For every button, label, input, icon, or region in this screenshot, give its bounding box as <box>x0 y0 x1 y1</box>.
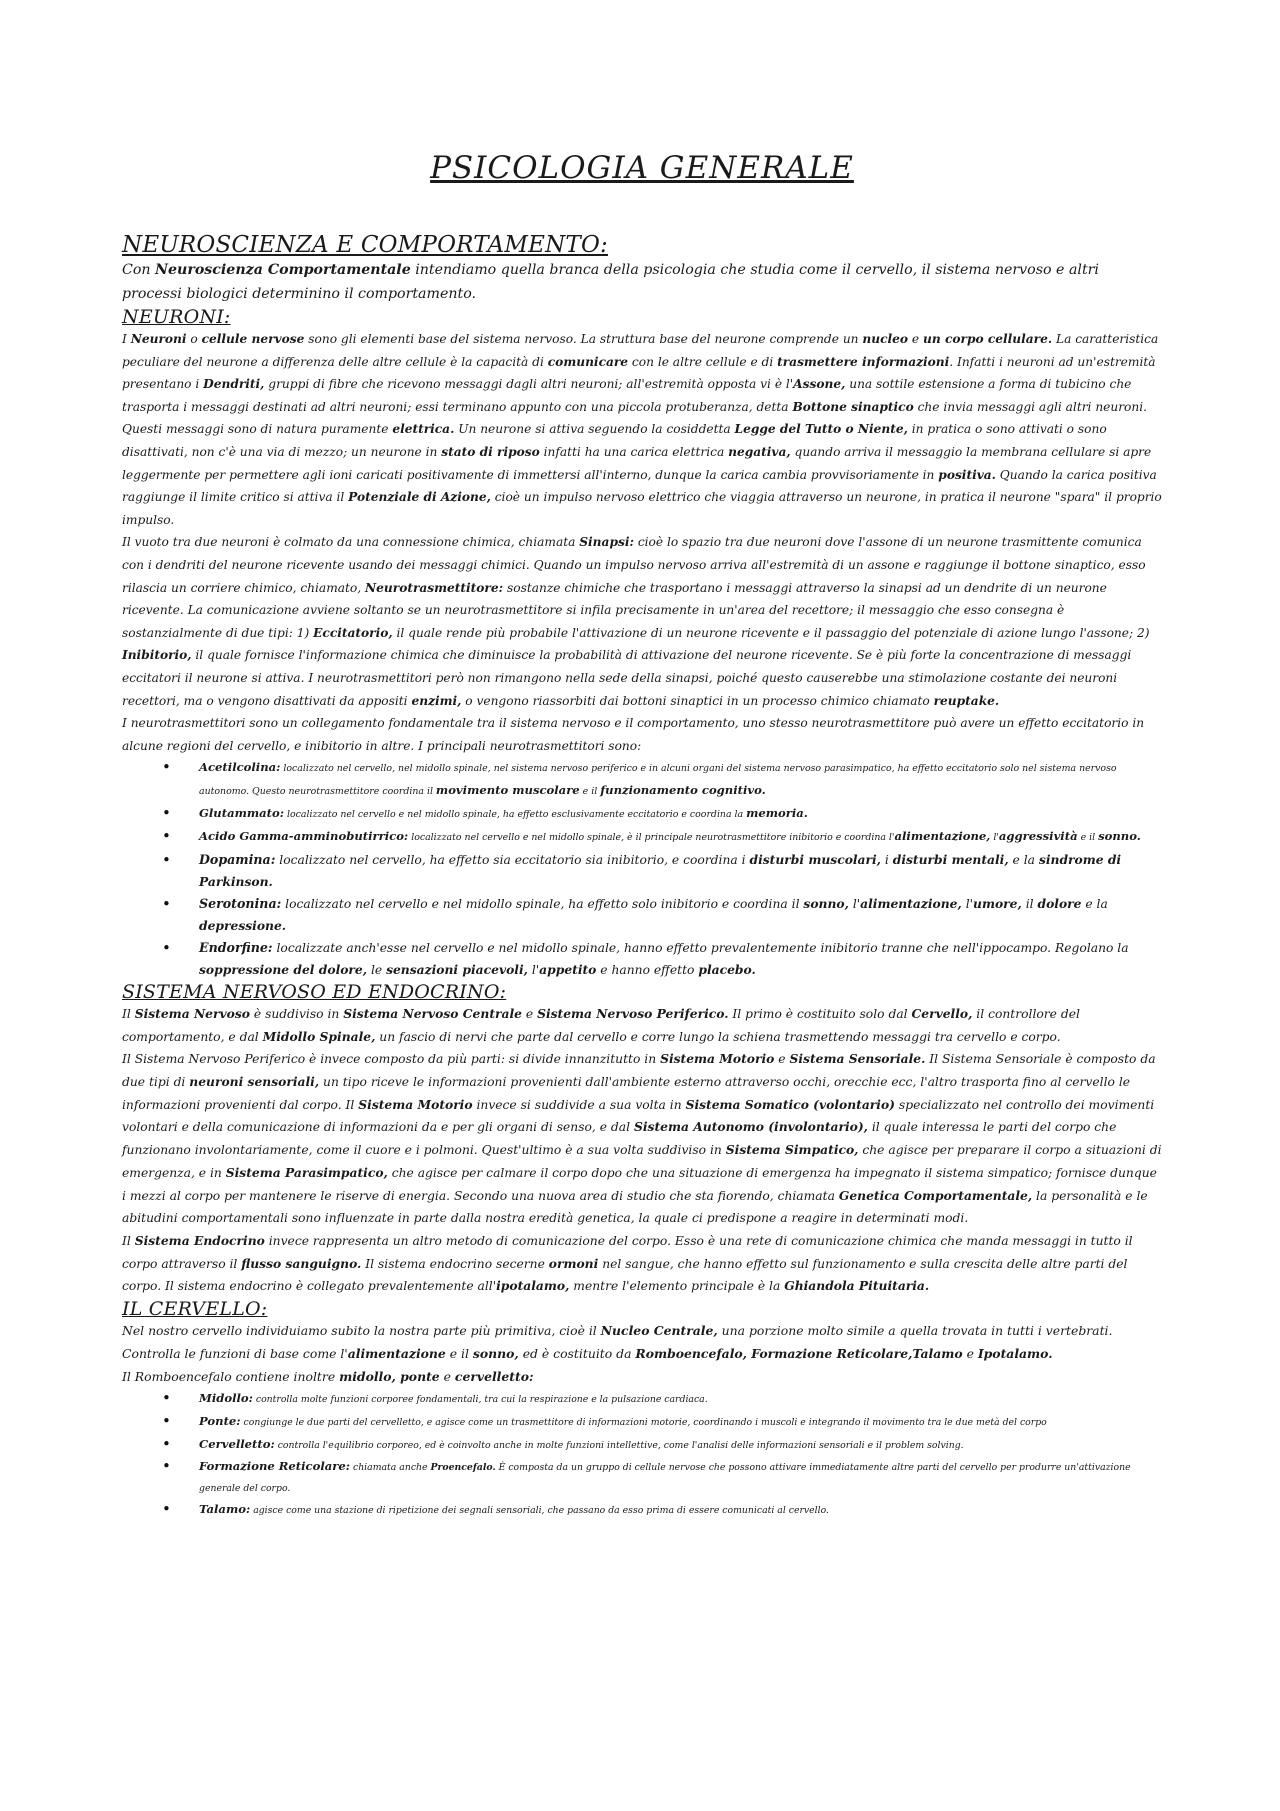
bold-term: Sistema Motorio <box>358 1096 473 1112</box>
bold-term: Genetica Comportamentale, <box>838 1187 1033 1203</box>
bold-term: comunicare <box>547 354 629 369</box>
bold-term: Proencefalo. <box>430 1462 496 1474</box>
bold-term: sonno. <box>1098 829 1141 843</box>
neurotrasmettitori-list <box>122 757 1162 981</box>
bold-term: funzionamento cognitivo. <box>600 783 766 798</box>
bold-term: Legge del Tutto o Niente, <box>734 422 908 437</box>
text-run: un tipo riceve le informazioni provenienti dall'ambiente esterno attraverso occhi, orecchie ecc, l'altro trasporta fino al cervello le informazioni provenienti dal corpo. Il <box>122 1075 1131 1112</box>
term-label: Glutammato: <box>199 806 285 821</box>
text-run: che agisce per calmare il corpo dopo che una situazione di emergenza ha impegnato il sistema simpatico; fornisce dunque i mezzi al corpo per mantenere le riserve di energia. Secondo una nuova area di studio che sta fiorendo, chiamata <box>122 1165 1157 1203</box>
text-run: il quale fornisce l'informazione chimica che diminuisce la probabilità di attivazione del neurone ricevente. Se è più forte la concentrazione di messaggi eccitatori il neurone si attiva. I neurotrasmettitori però non rimangono nella sede della sinapsi, poiché questo causerebbe una stimolazione costante dei neuroni recettori, ma o vengono disattivati da appositi <box>122 648 1132 708</box>
list-item <box>199 1499 1162 1522</box>
text-run: controlla l'equilibrio corporeo, ed è coinvolto anche in molte funzioni intellettive, come l'analisi delle informazioni sensoriali e il problem solving. <box>274 1439 964 1451</box>
bold-term: sonno, <box>803 895 849 911</box>
bold-term: flusso sanguigno. <box>241 1255 362 1271</box>
text-run: il quale rende più probabile l'attivazione di un neurone ricevente e il passaggio del potenziale di azione lungo l'assone; 2) <box>392 625 1150 640</box>
text-run: agisce come una stazione di ripetizione dei segnali sensoriali, che passano da esso prima di essere comunicati al cervello. <box>250 1505 829 1517</box>
bold-term: neuroni sensoriali, <box>189 1074 320 1090</box>
bold-term: Sistema Simpatico, <box>725 1142 859 1158</box>
bold-term: movimento muscolare <box>435 783 580 798</box>
text-run: quando arriva il messaggio la membrana cellulare si apre leggermente per permettere agli ioni caricati positivamente di immettersi all'interno, dunque la carica cambia provvisoriamente in <box>122 444 1152 482</box>
bold-term: negativa, <box>728 444 791 459</box>
bold-term: Sistema Motorio <box>660 1051 775 1067</box>
text-run: e il <box>579 786 601 798</box>
sistema-paragraph-1 <box>122 1003 1162 1048</box>
bold-term: Bottone sinaptico <box>792 399 914 414</box>
text-run: il quale interessa le parti del corpo che funzionano involontariamente, come il cuore e i polmoni. Quest'ultimo è a sua volta suddiviso in <box>122 1120 1117 1158</box>
bold-term: enzimi, <box>411 693 462 708</box>
text-run: È composta da un gruppo di cellule nervose che possono attivare immediatamente altre parti del cervello per produrre un'attivazione generale del corpo. <box>199 1462 1131 1494</box>
text-run: controlla molte funzioni corporee fondamentali, tra cui la respirazione e la pulsazione cardiaca. <box>252 1394 708 1406</box>
text-run: . Infatti i neuroni ad un'estremità presentano i <box>122 354 1156 392</box>
section-heading-sistema: SISTEMA NERVOSO ED ENDOCRINO: <box>122 980 507 1003</box>
term-label: Serotonina: <box>199 895 282 911</box>
list-item <box>199 937 1162 981</box>
text-run: una porzione molto simile a quella trovata in tutti i vertebrati. Controlla le funzioni di base come l' <box>122 1323 1113 1361</box>
text-run: Il Sistema Nervoso Periferico è invece composto da più parti: si divide innanzitutto in <box>122 1052 661 1067</box>
text-run: Il <box>122 1233 135 1248</box>
text-run: localizzato nel cervello, nel midollo spinale, nel sistema nervoso periferico e in alcuni organi del sistema nervoso parasimpatico, ha effetto eccitatorio solo nel sistema nervoso autonomo. Questo neurotrasmettitore coordina il <box>199 763 1117 798</box>
text-run: e la <box>1081 896 1108 911</box>
cervello-paragraph-1 <box>122 1320 1162 1366</box>
text-run: ed è costituito da <box>518 1345 636 1361</box>
text-run: e la <box>1008 852 1039 867</box>
bold-term: midollo, ponte <box>339 1368 440 1384</box>
bold-term: appetito <box>539 961 597 977</box>
intro-paragraph <box>122 258 1162 306</box>
text-run: l' <box>848 896 861 911</box>
bold-term: Midollo Spinale, <box>262 1028 376 1044</box>
bold-term: Eccitatorio, <box>313 625 393 640</box>
list-item <box>199 893 1162 937</box>
list-item <box>199 849 1162 893</box>
text-run: Il Sistema Sensoriale è composto da due tipi di <box>122 1052 1156 1090</box>
bold-term: Dendriti, <box>203 377 265 392</box>
text-run: con le altre cellule e di <box>628 354 778 369</box>
term-label: Dopamina: <box>199 851 276 867</box>
text-run: Quando la carica positiva raggiunge il limite critico si attiva il <box>122 467 1157 505</box>
list-item <box>199 1456 1162 1499</box>
neuroni-paragraph-2 <box>122 531 1162 712</box>
text-run: I <box>122 332 131 346</box>
section-heading-cervello: IL CERVELLO: <box>122 1298 268 1321</box>
text-run: localizzate anch'esse nel cervello e nel midollo spinale, hanno effetto prevalentemente inibitorio tranne che nell'ippocampo. Regolano la <box>272 940 1129 955</box>
list-item <box>199 1434 1162 1457</box>
bold-term: cervelletto: <box>454 1368 534 1384</box>
bold-term: stato di riposo <box>441 444 540 459</box>
bold-term: sonno, <box>472 1345 519 1361</box>
text-run: chiamata anche <box>350 1462 431 1474</box>
bold-term: positiva. <box>938 467 996 482</box>
page-title: PSICOLOGIA GENERALE <box>430 150 854 186</box>
bold-term: Sistema Parasimpatico, <box>225 1164 388 1180</box>
term-label: Midollo: <box>199 1391 253 1406</box>
bold-term: Sistema Nervoso Periferico. <box>537 1005 729 1021</box>
text-run: e hanno effetto <box>596 962 699 977</box>
cervello-paragraph-2 <box>122 1366 1162 1389</box>
bold-term: umore, <box>973 895 1022 911</box>
text-run: l' <box>990 832 999 843</box>
text-run: una sottile estensione a forma di tubicino che trasporta i messaggi destinati ad altri neuroni; essi terminano appunto con una piccola protuberanza, detta <box>122 377 1132 414</box>
bold-term: un corpo cellulare. <box>923 332 1053 346</box>
term-label: Talamo: <box>199 1502 251 1517</box>
text-run: e <box>908 332 924 346</box>
text-run: Il vuoto tra due neuroni è colmato da una connessione chimica, chiamata <box>122 535 580 550</box>
text-run: è suddiviso in <box>249 1006 344 1021</box>
text-run: le <box>367 962 387 977</box>
text-run: invece si suddivide a sua volta in <box>472 1097 686 1112</box>
text-run: Il Romboencefalo contiene inoltre <box>122 1368 340 1384</box>
text-run: i <box>880 852 893 867</box>
bold-term: cellule nervose <box>201 332 305 346</box>
text-run: congiunge le due parti del cervelletto, e agisce come un trasmettitore di informazioni motorie, coordinando i muscoli e integrando il movimento tra le due metà del corpo <box>240 1417 1047 1429</box>
text-run: Un neurone si attiva seguendo la cosiddetta <box>454 422 735 437</box>
bold-term: Sinapsi: <box>579 535 634 550</box>
list-item <box>199 757 1162 803</box>
text-run: un fascio di nervi che parte dal cervello e corre lungo la schiena trasmettendo messaggi tra cervello e corpo. <box>375 1029 1061 1044</box>
list-item <box>199 826 1162 849</box>
bold-term: Sistema Nervoso Centrale <box>343 1005 522 1021</box>
term-label: Formazione Reticolare: <box>199 1459 351 1474</box>
document-page <box>122 150 1162 1522</box>
bold-term: Nucleo Centrale, <box>600 1323 718 1339</box>
text-run: Nel nostro cervello individuiamo subito la nostra parte più primitiva, cioè il <box>122 1323 601 1339</box>
bold-term: dolore <box>1037 895 1082 911</box>
bold-term: memoria. <box>746 806 808 821</box>
list-item <box>199 803 1162 826</box>
bold-term: sindrome di Parkinson. <box>199 851 1122 889</box>
text-run: La caratteristica peculiare del neurone a differenza delle altre cellule è la capacità di <box>122 332 1159 369</box>
bold-term: depressione. <box>199 917 287 933</box>
text-run: che agisce per preparare il corpo a situazioni di emergenza, e in <box>122 1143 1162 1180</box>
text-run: sostanze chimiche che trasportano i messaggi attraverso la sinapsi ad un dendrite di un neurone ricevente. La comunicazione avviene soltanto se un neurotrasmettitore si infila precisamente in un'area del recettore; il messaggio che esso consegna è sostanzialmente di due tipi: 1) <box>122 580 1107 640</box>
bold-term: ormoni <box>548 1255 599 1271</box>
bold-term: Inibitorio, <box>122 648 192 663</box>
text-run: in pratica o sono attivati o sono disattivati, non c'è una via di mezzo; un neurone in <box>122 422 1107 459</box>
bold-term: Neurotrasmettitore: <box>365 580 504 595</box>
text-run: Il sistema endocrino secerne <box>361 1256 549 1271</box>
sistema-paragraph-3 <box>122 1230 1162 1298</box>
term-label: Acido Gamma-amminobutirrico: <box>199 829 409 843</box>
romboencefalo-list <box>122 1388 1162 1522</box>
bold-term: placebo. <box>698 961 756 977</box>
text-run: invece rappresenta un altro metodo di comunicazione del corpo. Esso è una rete di comunicazione chimica che manda messaggi in tutto il corpo attraverso il <box>122 1233 1133 1271</box>
bold-term: Sistema Sensoriale. <box>789 1051 926 1067</box>
bold-term: Sistema Somatico (volontario) <box>685 1096 895 1112</box>
bold-term: Cervello, <box>911 1005 973 1021</box>
term-label: Ponte: <box>199 1414 241 1429</box>
bold-term: alimentazione <box>347 1345 446 1361</box>
bold-term: Ipotalamo. <box>977 1345 1053 1361</box>
text-run: cioè un impulso nervoso elettrico che viaggia attraverso un neurone, in pratica il neurone "spara" il proprio impulso. <box>122 490 1162 527</box>
text-run: e <box>962 1345 978 1361</box>
text-run: o vengono riassorbiti dai bottoni sinaptici in un processo chimico chiamato <box>461 693 934 708</box>
intro-term: Neuroscienza Comportamentale <box>155 262 411 278</box>
bold-term: disturbi mentali, <box>892 851 1009 867</box>
text-run: il <box>1021 896 1038 911</box>
text-run: specializzato nel controllo dei movimenti volontari e della comunicazione di informazioni da e per gli organi di senso, e dal <box>122 1097 1155 1135</box>
text-run: o <box>186 332 202 346</box>
bold-term: trasmettere informazioni <box>777 354 950 369</box>
text-run: localizzato nel cervello e nel midollo spinale, è il principale neurotrasmettitore inibitorio e coordina l' <box>408 832 895 843</box>
bold-term: disturbi muscolari, <box>749 851 881 867</box>
text-run: nel sangue, che hanno effetto sul funzionamento e sulla crescita delle altre parti del corpo. Il sistema endocrino è collegato prevalentemente all' <box>122 1256 1128 1294</box>
text-run: l' <box>527 962 540 977</box>
text-run: sono gli elementi base del sistema nervoso. La struttura base del neurone comprende un <box>304 332 863 346</box>
bold-term: Ghiandola Pituitaria. <box>784 1278 930 1294</box>
bold-term: alimentazione, <box>894 829 991 843</box>
bold-term: alimentazione, <box>860 895 962 911</box>
bold-term: Romboencefalo, Formazione Reticolare,Talamo <box>635 1345 963 1361</box>
neuroni-paragraph-1 <box>122 328 1162 531</box>
list-item <box>199 1388 1162 1411</box>
intro-text: intendiamo quella branca della psicologia che studia come il cervello, il sistema nervoso e altri processi biologici determinino il comportamento. <box>122 262 1099 302</box>
bold-term: Neuroni <box>130 332 187 346</box>
list-item <box>199 1411 1162 1434</box>
bold-term: Assone, <box>793 377 846 392</box>
intro-text: Con <box>122 262 156 278</box>
text-run: e il <box>1077 832 1099 843</box>
term-label: Acetilcolina: <box>199 760 281 775</box>
term-label: Endorfine: <box>199 939 273 955</box>
text-run: localizzato nel cervello, ha effetto sia eccitatorio sia inibitorio, e coordina i <box>275 852 750 867</box>
text-run: mentre l'elemento principale è la <box>569 1279 785 1294</box>
text-run: e il <box>445 1345 473 1361</box>
bold-term: soppressione del dolore, <box>199 961 368 977</box>
bold-term: Sistema Nervoso <box>134 1005 250 1021</box>
bold-term: nucleo <box>862 332 909 346</box>
bold-term: ipotalamo, <box>496 1278 570 1294</box>
sistema-paragraph-2 <box>122 1048 1162 1230</box>
bold-term: Potenziale di Azione, <box>348 490 491 505</box>
neuroni-paragraph-3: I neurotrasmettitori sono un collegamento fondamentale tra il sistema nervoso e il comportamento, uno stesso neurotrasmettitore può avere un effetto eccitatorio in alcune regioni del cervello, e inibitorio in altre. I principali neurotrasmettitori sono: <box>122 716 1145 753</box>
bold-term: reuptake. <box>933 693 1000 708</box>
bold-term: Sistema Endocrino <box>134 1232 265 1248</box>
text-run: gruppi di fibre che ricevono messaggi dagli altri neuroni; all'estremità opposta vi è l' <box>264 377 794 392</box>
bold-term: aggressività <box>998 829 1078 843</box>
text-run: il controllore del comportamento, e dal <box>122 1006 1080 1044</box>
bold-term: elettrica. <box>392 422 455 437</box>
text-run: e <box>439 1368 455 1384</box>
text-run: Il primo è costituito solo dal <box>728 1006 912 1021</box>
text-run: la personalità e le abitudini comportamentali sono influenzate in parte dalla nostra eredità genetica, la quale ci predispone a reagire in determinati modi. <box>122 1188 1148 1226</box>
text-run: cioè lo spazio tra due neuroni dove l'assone di un neurone trasmittente comunica con i dendriti del neurone ricevente usando dei messaggi chimici. Quando un impulso nervoso arriva all'estremità di un assone e raggiunge il bottone sinaptico, esso rilascia un corriere chimico, chiamato, <box>122 535 1146 595</box>
section-heading-neuroscienza: NEUROSCIENZA E COMPORTAMENTO: <box>122 232 608 258</box>
bold-term: sensazioni piacevoli, <box>386 961 528 977</box>
text-run: che invia messaggi agli altri neuroni. Questi messaggi sono di natura puramente <box>122 399 1148 437</box>
text-run: Il <box>122 1006 135 1021</box>
text-run: localizzato nel cervello e nel midollo spinale, ha effetto esclusivamente eccitatorio e coordina la <box>284 809 747 821</box>
text-run: e <box>521 1006 538 1021</box>
text-run: e <box>774 1052 790 1067</box>
term-label: Cervelletto: <box>199 1436 275 1451</box>
bold-term: Sistema Autonomo (involontario), <box>633 1119 868 1135</box>
text-run: infatti ha una carica elettrica <box>539 444 729 459</box>
section-heading-neuroni: NEURONI: <box>122 306 231 328</box>
text-run: localizzato nel cervello e nel midollo spinale, ha effetto solo inibitorio e coordina il <box>281 896 804 911</box>
text-run: l' <box>961 896 974 911</box>
